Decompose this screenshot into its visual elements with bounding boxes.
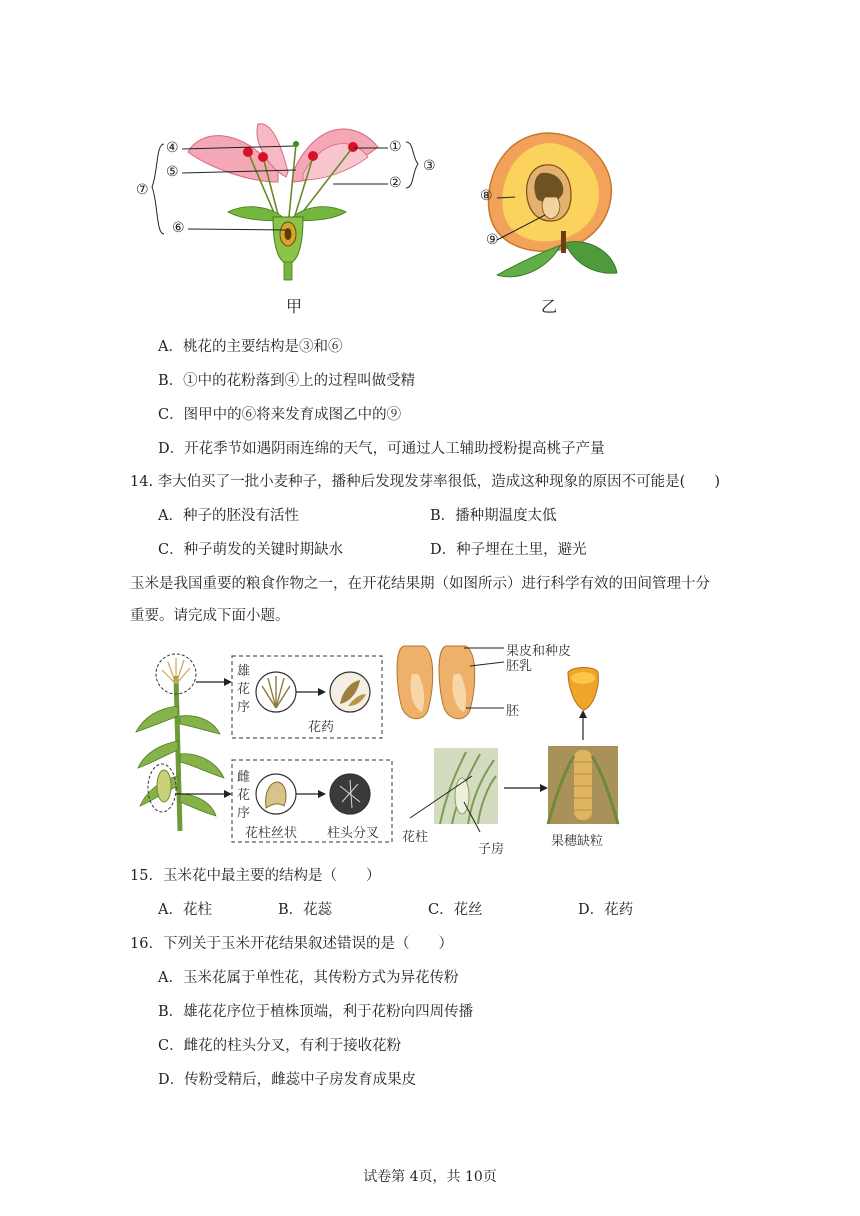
silk-label: 花柱丝状	[245, 826, 298, 841]
peach-fruit-diagram	[475, 125, 625, 285]
q14-option-c: C．种子萌发的关键时期缺水	[158, 542, 344, 558]
q15-stem: 15．玉米花中最主要的结构是（ ）	[130, 868, 381, 884]
female-inflorescence-char-2: 花	[237, 788, 251, 803]
label-5: ⑤	[166, 164, 179, 180]
label-2: ②	[389, 175, 402, 191]
label-6: ⑥	[172, 220, 185, 236]
q13-option-c: C．图甲中的⑥将来发育成图乙中的⑨	[158, 407, 402, 423]
male-inflorescence-char-2: 花	[237, 682, 251, 697]
q14-option-b: B．播种期温度太低	[430, 508, 557, 524]
stigma-fork-label: 柱头分叉	[327, 826, 380, 841]
embryo-label: 胚	[506, 704, 520, 719]
label-3: ③	[423, 158, 436, 174]
ear-missing-label: 果穗缺粒	[551, 834, 604, 849]
female-inflorescence-char-3: 序	[237, 806, 251, 821]
q15-option-c: C．花丝	[428, 902, 483, 918]
label-8: ⑧	[480, 188, 493, 204]
anther-label: 花药	[308, 720, 335, 735]
caption-jia: 甲	[286, 297, 303, 316]
corn-intro-line2: 重要。请完成下面小题。	[130, 608, 290, 624]
pericarp-label: 果皮和种皮	[506, 644, 572, 659]
q13-option-d: D．开花季节如遇阴雨连绵的天气，可通过人工辅助授粉提高桃子产量	[158, 441, 605, 457]
q16-option-c: C．雌花的柱头分叉，有利于接收花粉	[158, 1038, 402, 1054]
label-1: ①	[389, 139, 402, 155]
q14-option-d: D．种子埋在土里，避光	[430, 542, 587, 558]
female-inflorescence-char-1: 雌	[237, 770, 251, 785]
q15-option-a: A．花柱	[158, 902, 212, 918]
q13-option-b: B．①中的花粉落到④上的过程叫做受精	[158, 373, 416, 389]
q13-option-a: A．桃花的主要结构是③和⑥	[158, 339, 343, 355]
q15-option-b: B．花蕊	[278, 902, 333, 918]
q16-option-d: D．传粉受精后，雌蕊中子房发育成果皮	[158, 1072, 417, 1088]
q15-option-d: D．花药	[578, 902, 634, 918]
male-inflorescence-char-3: 序	[237, 700, 251, 715]
q16-option-b: B．雄花花序位于植株顶端，利于花粉向四周传播	[158, 1004, 474, 1020]
style-label: 花柱	[402, 830, 429, 845]
q14-stem: 14. 李大伯买了一批小麦种子，播种后发现发芽率很低，造成这种现象的原因不可能是( )	[130, 474, 720, 490]
endosperm-label: 胚乳	[506, 659, 533, 674]
q14-option-a: A．种子的胚没有活性	[158, 508, 299, 524]
label-7: ⑦	[136, 182, 149, 198]
label-9: ⑨	[486, 232, 499, 248]
q16-option-a: A．玉米花属于单性花，其传粉方式为异花传粉	[158, 970, 459, 986]
male-inflorescence-char-1: 雄	[237, 664, 251, 679]
q16-stem: 16．下列关于玉米开花结果叙述错误的是（ ）	[130, 936, 453, 952]
ovary-label: 子房	[478, 842, 505, 857]
peach-flower-diagram	[128, 112, 448, 282]
caption-yi: 乙	[541, 297, 558, 316]
label-4: ④	[166, 140, 179, 156]
page-footer: 试卷第 4页，共 10页	[363, 1169, 497, 1185]
corn-intro-line1: 玉米是我国重要的粮食作物之一，在开花结果期（如图所示）进行科学有效的田间管理十分	[130, 576, 710, 592]
